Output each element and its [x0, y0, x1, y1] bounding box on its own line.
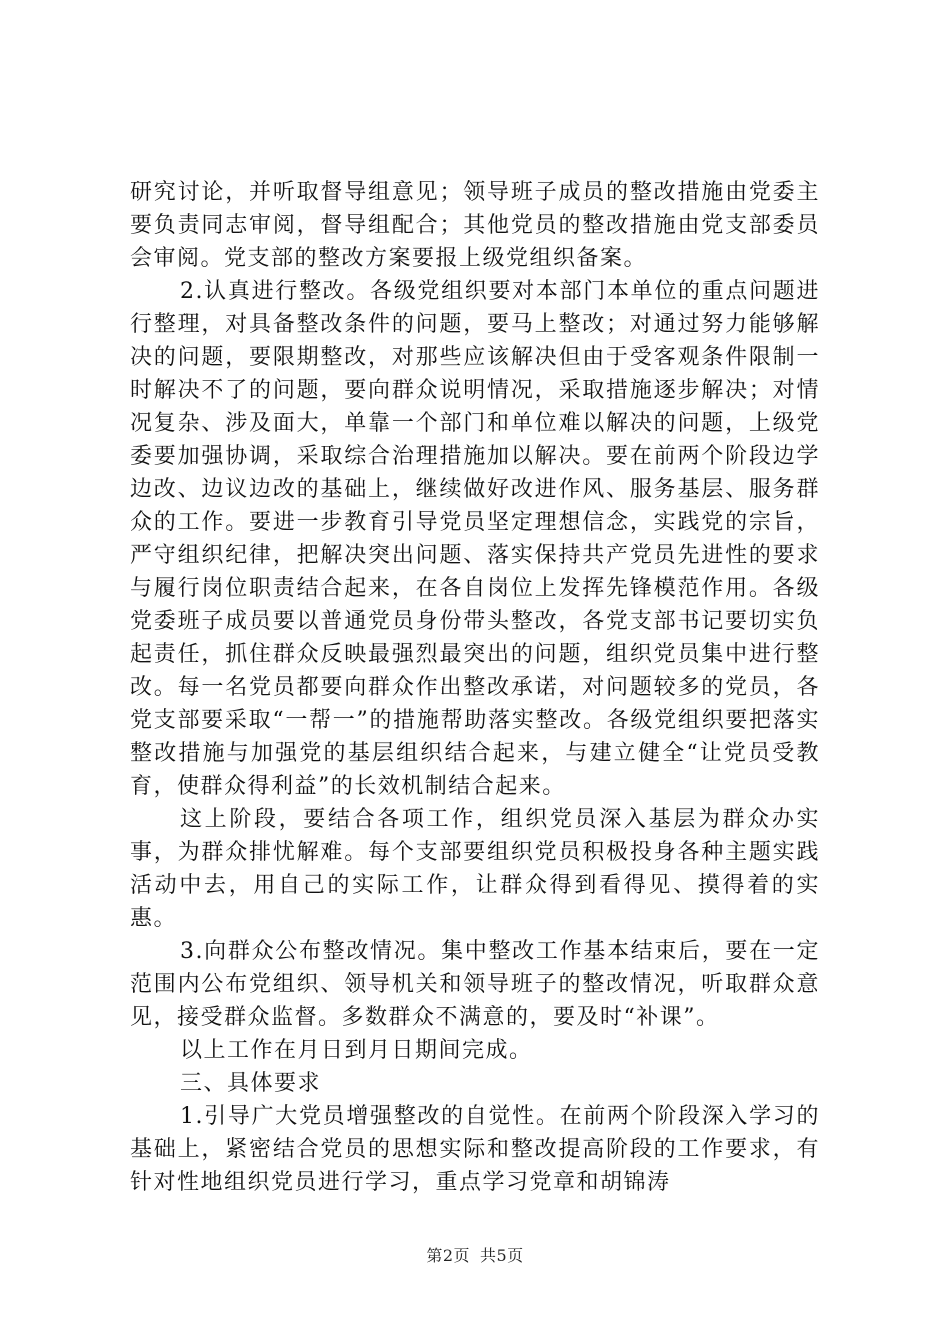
paragraph: 以上工作在月日到月日期间完成。 — [180, 1038, 533, 1063]
paragraph: 2.认真进行整改。各级党组织要对本部门本单位的重点问题进行整理，对具备整改条件的问题，要马上整改；对通过努力能够解决的问题，要限期整改，对那些应该解决但由于受客观条件限制一时解决不了的问题，要向群众说明情况，采取措施逐步解决；对情况复杂、涉及面大，单靠一个部门和单位难以解决的问题，上级党委要加强协调，采取综合治理措施加以解决。要在前两个阶段边学边改、边议边改的基础上，继续做好改进作风、服务基层、服务群众的工作。要进一步教育引导党员坚定理想信念，实践党的宗旨，严守组织纪律，把解决突出问题、落实保持共产党员先进性的要求与履行岗位职责结合起来，在各自岗位上发挥先锋模范作用。各级党委班子成员要以普通党员身份带头整改，各党支部书记要切实负起责任，抓住群众反映最强烈最突出的问题，组织党员集中进行整改。每一名党员都要向群众作出整改承诺，对问题较多的党员，各党支部要采取“一帮一”的措施帮助落实整改。各级党组织要把落实整改措施与加强党的基层组织结合起来，与建立健全“让党员受教育，使群众得利益”的长效机制结合起来。 — [130, 279, 820, 799]
page-number: 第2页 — [426, 1246, 470, 1265]
paragraph: 这上阶段，要结合各项工作，组织党员深入基层为群众办实事，为群众排忧解难。每个支部要组织党员积极投身各种主题实践活动中去，用自己的实际工作，让群众得到看得见、摸得着的实惠。 — [130, 807, 820, 931]
paragraph: 研究讨论，并听取督导组意见；领导班子成员的整改措施由党委主要负责同志审阅，督导组配合；其他党员的整改措施由党支部委员会审阅。党支部的整改方案要报上级党组织备案。 — [130, 180, 820, 271]
section-heading: 三、具体要求 — [180, 1071, 322, 1096]
paragraph: 3.向群众公布整改情况。集中整改工作基本结束后，要在一定范围内公布党组织、领导机关和领导班子的整改情况，听取群众意见，接受群众监督。多数群众不满意的，要及时“补课”。 — [130, 939, 820, 1030]
document-body — [130, 176, 820, 1199]
page-total: 共5页 — [480, 1246, 524, 1265]
paragraph: 1.引导广大党员增强整改的自觉性。在前两个阶段深入学习的基础上，紧密结合党员的思想实际和整改提高阶段的工作要求，有针对性地组织党员进行学习，重点学习党章和胡锦涛 — [130, 1104, 820, 1195]
page-footer — [0, 1243, 950, 1266]
